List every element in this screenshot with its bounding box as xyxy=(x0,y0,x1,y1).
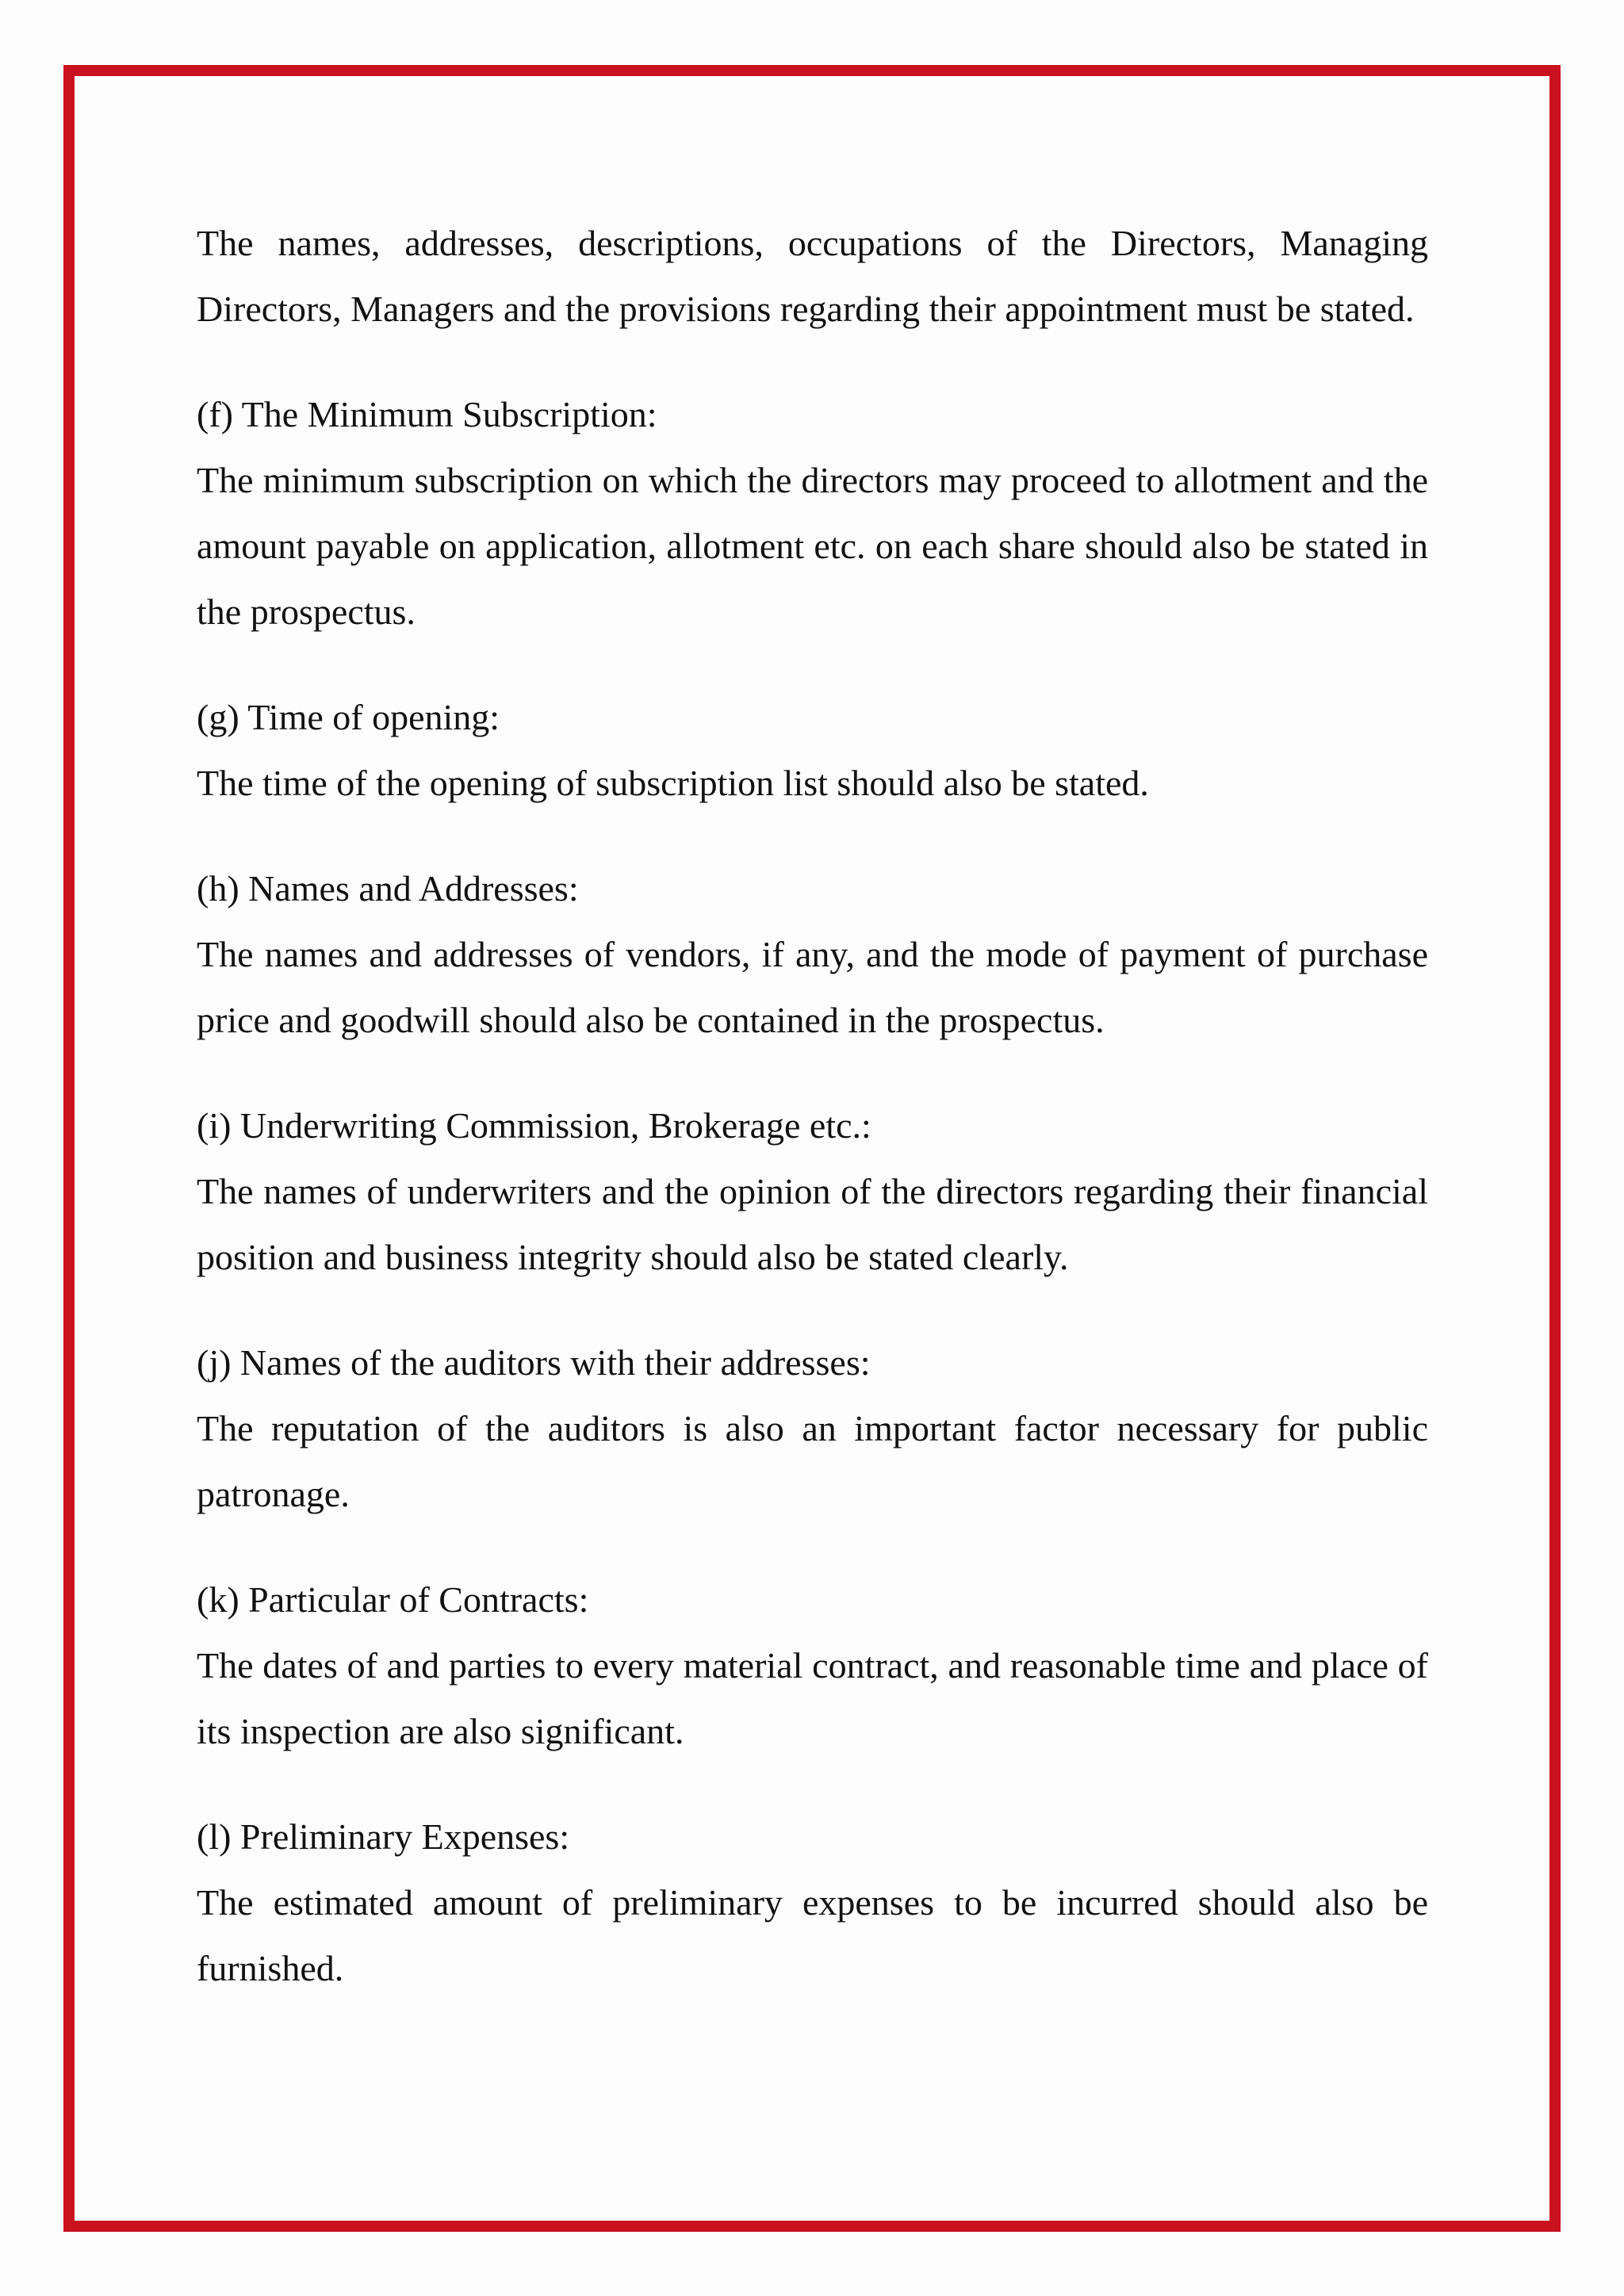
section-body: The estimated amount of preliminary expenses to be incurred should also be furnished. xyxy=(197,1882,1428,1988)
section-heading: (l) Preliminary Expenses: xyxy=(197,1816,570,1857)
section-body: The names of underwriters and the opinion of the directors regarding their financial position and business integrity should also be stated clearly. xyxy=(197,1171,1428,1277)
section-names-and-addresses xyxy=(197,855,1428,1053)
section-body: The dates of and parties to every material contract, and reasonable time and place of its inspection are also significant. xyxy=(197,1645,1428,1751)
section-heading: (j) Names of the auditors with their addresses: xyxy=(197,1342,871,1383)
section-heading: (i) Underwriting Commission, Brokerage etc.: xyxy=(197,1105,871,1146)
section-heading: (k) Particular of Contracts: xyxy=(197,1579,589,1620)
section-body: The reputation of the auditors is also an important factor necessary for public patronage. xyxy=(197,1408,1428,1514)
section-preliminary-expenses xyxy=(197,1804,1428,2001)
section-body: The time of the opening of subscription list should also be stated. xyxy=(197,763,1149,803)
intro-paragraph: The names, addresses, descriptions, occupations of the Directors, Managing Directors, Managers and the provisions regarding their appointment must be stated. xyxy=(197,223,1428,329)
section-heading: (h) Names and Addresses: xyxy=(197,868,579,909)
section-minimum-subscription xyxy=(197,381,1428,645)
section-heading: (g) Time of opening: xyxy=(197,697,500,737)
section-time-of-opening xyxy=(197,684,1428,816)
section-auditors xyxy=(197,1330,1428,1527)
page-content xyxy=(197,210,1428,2041)
section-body: The minimum subscription on which the directors may proceed to allotment and the amount payable on application, allotment etc. on each share should also be stated in the prospectus. xyxy=(197,460,1428,632)
section-particular-of-contracts xyxy=(197,1567,1428,1764)
section-heading: (f) The Minimum Subscription: xyxy=(197,394,657,434)
section-underwriting-commission xyxy=(197,1093,1428,1290)
section-body: The names and addresses of vendors, if any, and the mode of payment of purchase price and goodwill should also be contained in the prospectus. xyxy=(197,934,1428,1040)
